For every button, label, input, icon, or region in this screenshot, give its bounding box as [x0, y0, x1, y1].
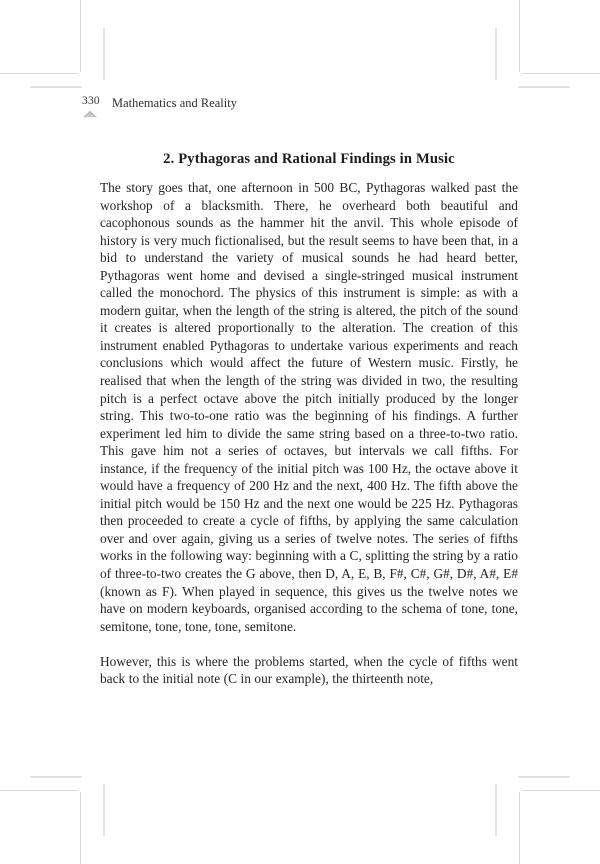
crop-mark-top-left-horizontal	[0, 73, 78, 74]
section-heading: 2. Pythagoras and Rational Findings in Music	[163, 151, 455, 167]
paragraph: However, this is where the problems started, when the cycle of fifths went back to the initial note (C in our example), the thirteenth note,	[100, 653, 518, 687]
page-content	[78, 95, 518, 687]
crop-mark-bottom-right-inner-horizontal	[518, 776, 570, 778]
folio-block	[82, 96, 112, 118]
crop-mark-top-right-vertical	[519, 0, 520, 72]
crop-mark-top-left-vertical	[80, 0, 81, 72]
crop-mark-top-right-inner-vertical	[495, 28, 497, 80]
crop-mark-bottom-left-vertical	[80, 792, 81, 864]
running-title: Mathematics and Reality	[112, 96, 238, 110]
crop-mark-top-left-inner-horizontal	[30, 86, 82, 88]
crop-mark-top-right-inner-horizontal	[518, 86, 570, 88]
crop-mark-bottom-right-inner-vertical	[495, 784, 497, 836]
crop-mark-bottom-left-inner-vertical	[103, 784, 105, 836]
crop-mark-bottom-left-horizontal	[0, 790, 78, 791]
crop-mark-top-left-inner-vertical	[103, 28, 105, 80]
triangle-ornament-icon	[82, 110, 98, 118]
crop-mark-bottom-right-vertical	[519, 792, 520, 864]
paragraph: The story goes that, one afternoon in 500 BC, Pythagoras walked past the workshop of a blacksmith. There, he overheard both beautiful and cacophonous sounds as the hammer hit the anvil. This whole episode of history is very much fictionalised, but the result seems to have been that, in a bid to understand the variety of musical sounds he had heard better, Pythagoras went home and devised a single-stringed musical instrument called the monochord. The physics of this instrument is simple: as with a modern guitar, when the length of the string is altered, the pitch of the sound it creates is altered proportionally to the alteration. The creation of this instrument enabled Pythagoras to undertake various experiments and reach conclusions which would affect the future of Western music. Firstly, he realised that when the length of the string was divided in two, the resulting pitch is a perfect octave above the pitch initially produced by the longer string. This two-to-one ratio was the beginning of his findings. A further experiment led him to divide the same string based on a three-to-two ratio. This gave him not a series of octaves, but intervals we call fifths. For instance, if the frequency of the initial pitch was 100 Hz, the octave above it would have a frequency of 200 Hz and the next, 400 Hz. The fifth above the initial pitch would be 150 Hz and the next one would be 225 Hz. Pythagoras then proceeded to create a cycle of fifths, by applying the same calculation over and over again, giving us a series of twelve notes. The series of fifths works in the following way: beginning with a C, splitting the string by a ratio of three-to-two creates the G above, then D, A, E, B, F#, C#, G#, D#, A#, E# (known as F). When played in sequence, this gives us the twelve notes we have on modern keyboards, organised according to the schema of tone, tone, semitone, tone, tone, tone, semitone.	[100, 180, 518, 634]
running-header	[82, 96, 518, 122]
crop-mark-top-right-horizontal	[522, 73, 600, 74]
crop-mark-bottom-left-inner-horizontal	[30, 776, 82, 778]
crop-mark-bottom-right-horizontal	[522, 790, 600, 791]
body-text	[100, 179, 518, 688]
page-number: 330	[82, 95, 100, 107]
